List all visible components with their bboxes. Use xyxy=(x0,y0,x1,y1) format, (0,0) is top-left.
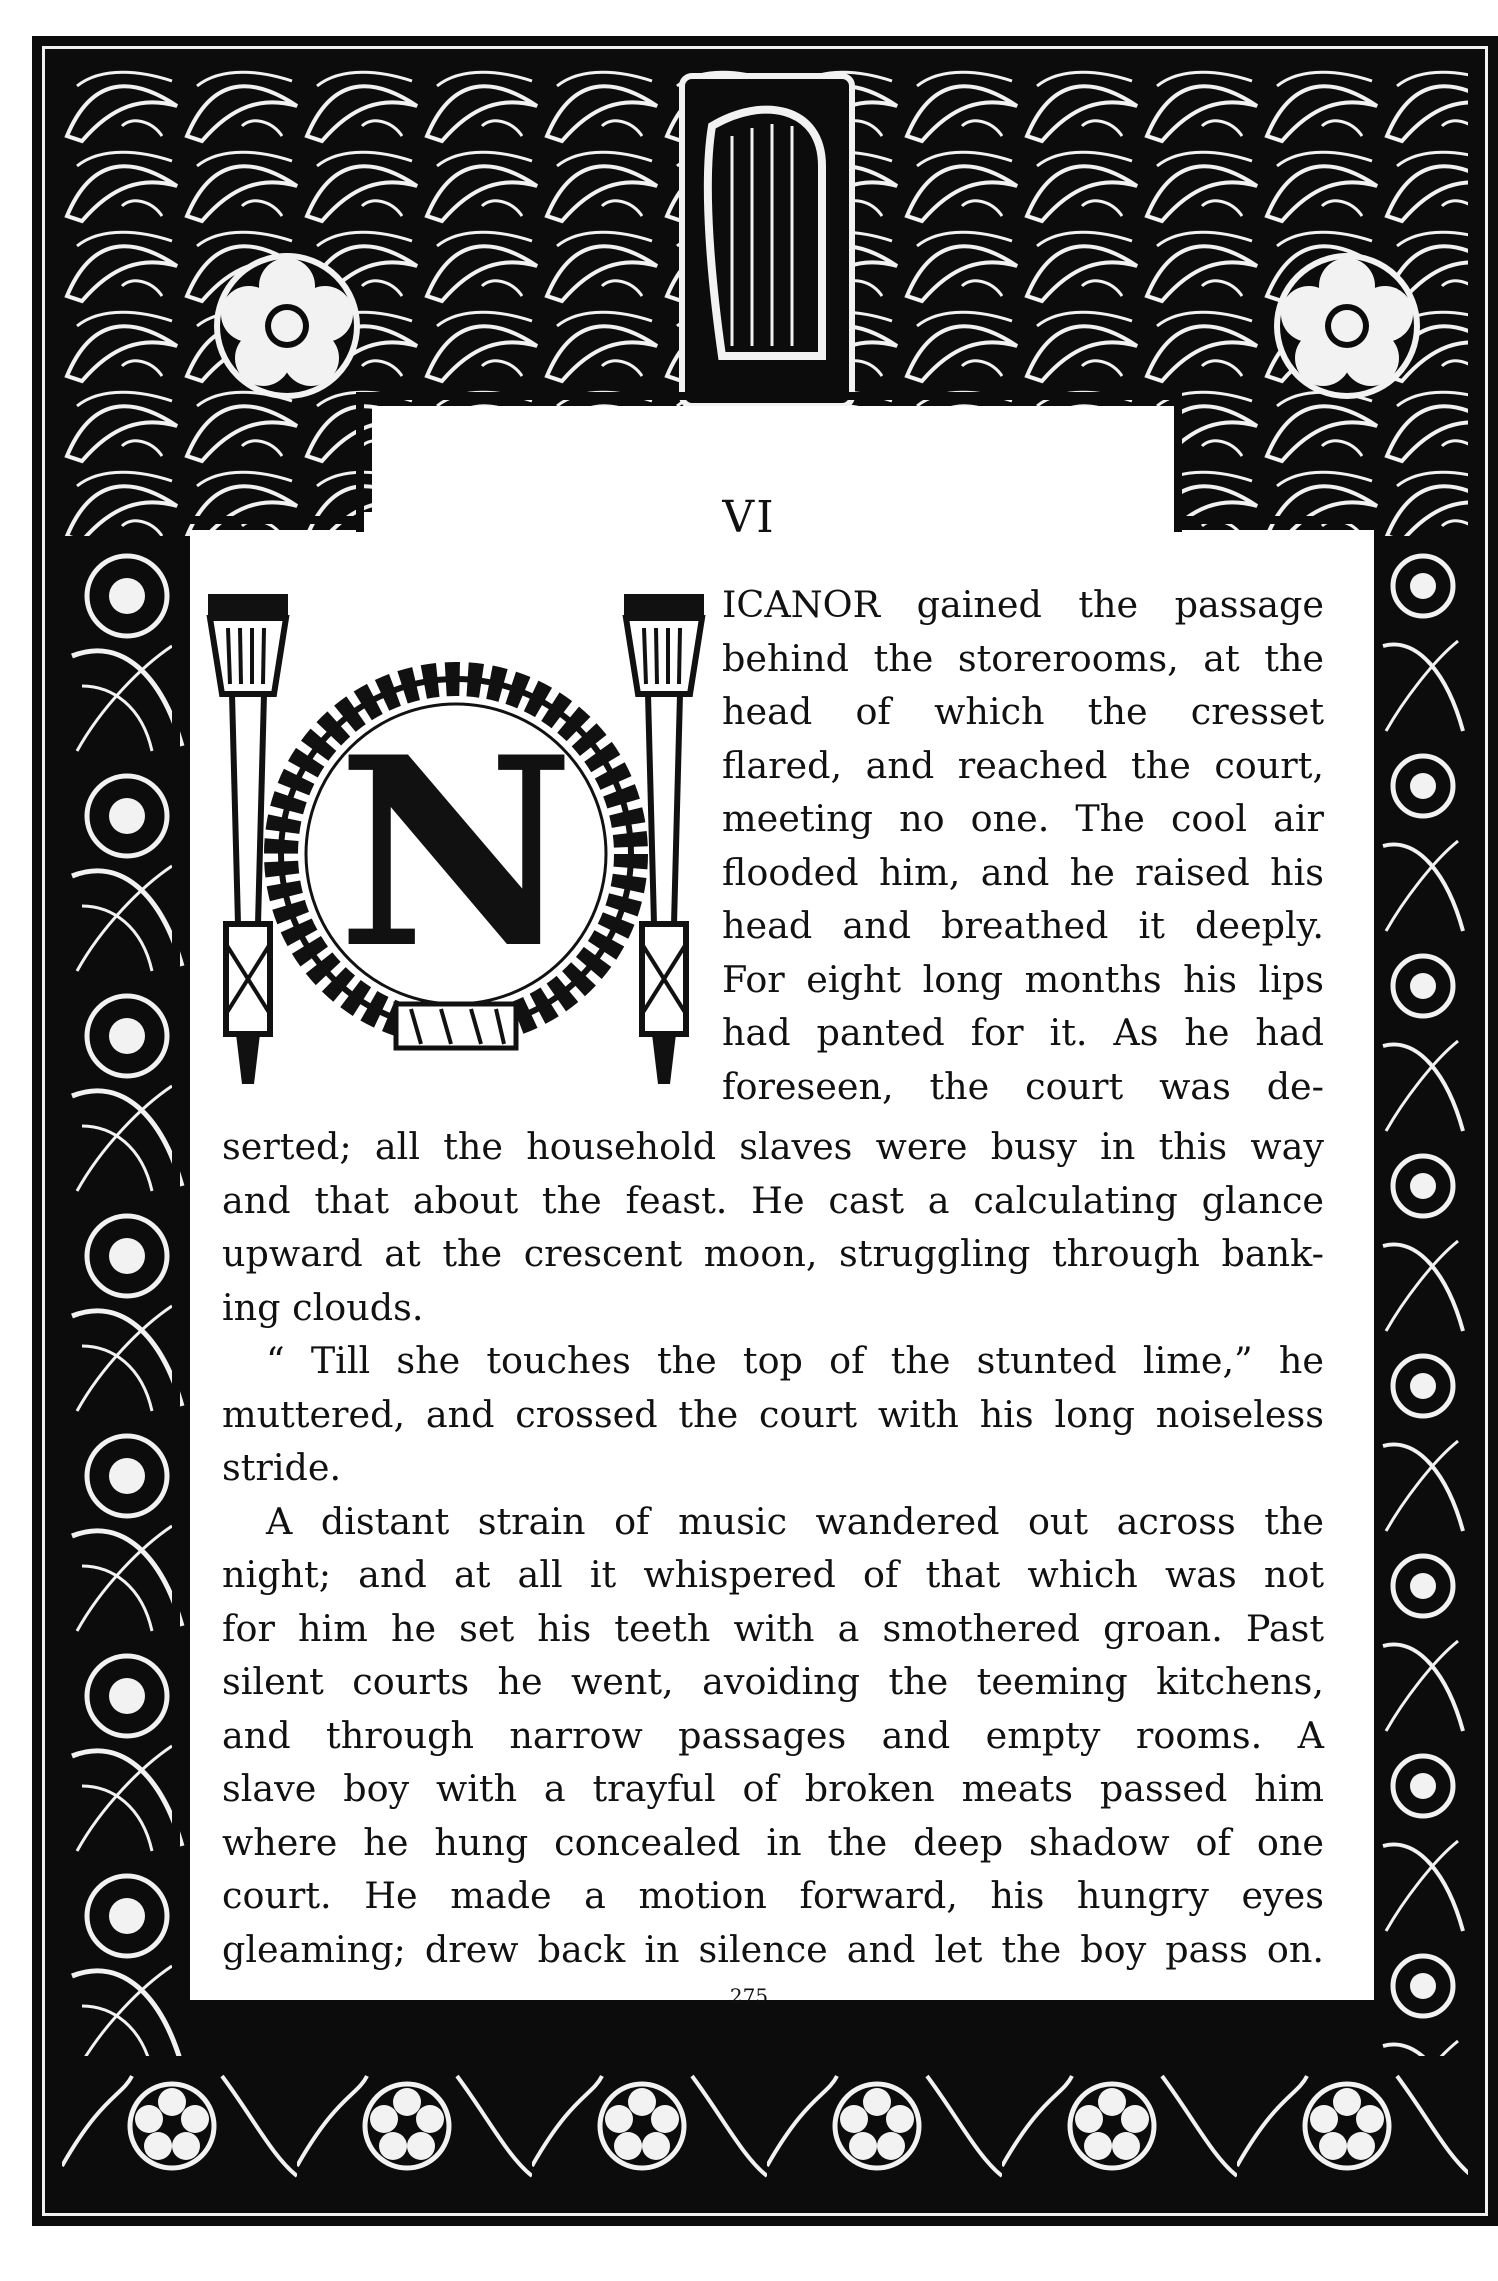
text-line: muttered, and crossed the court with his long noiseless xyxy=(222,1392,1324,1436)
drop-cap-letter: N xyxy=(337,701,575,1006)
foliage-ornament-bottom xyxy=(62,2056,1468,2196)
text-line: flared, and reached the court, xyxy=(722,743,1324,787)
text-line: ing clouds. xyxy=(222,1285,424,1329)
text-line: for him he set his teeth with a smothered groan. Past xyxy=(222,1606,1324,1650)
text-line: serted; all the household slaves were busy in this way xyxy=(222,1125,1324,1168)
page-number: 275 xyxy=(729,1984,769,2008)
text-line: “ Till she touches the top of the stunted lime,” he xyxy=(266,1339,1324,1382)
chapter-number: VI xyxy=(722,492,776,543)
text-line: upward at the crescent moon, struggling through bank- xyxy=(222,1232,1324,1275)
drop-cap xyxy=(196,584,716,1094)
right-ornament-band xyxy=(1378,536,1468,2056)
bottom-ornament-band xyxy=(62,2056,1468,2196)
text-line: had panted for it. As he had xyxy=(722,1011,1324,1054)
text-line: and that about the feast. He cast a calculating glance xyxy=(222,1178,1324,1222)
text-line: head and breathed it deeply. xyxy=(722,904,1324,947)
text-line: For eight long months his lips xyxy=(722,957,1324,1001)
text-line: where he hung concealed in the deep shadow of one xyxy=(222,1820,1324,1864)
text-line: court. He made a motion forward, his hungry eyes xyxy=(222,1874,1324,1917)
text-line: behind the storerooms, at the xyxy=(722,636,1324,680)
text-line: head of which the cresset xyxy=(722,690,1324,733)
text-line: gleaming; drew back in silence and let the boy pass on. xyxy=(222,1927,1324,1971)
text-line: flooded him, and he raised his xyxy=(722,850,1324,894)
text-line: slave boy with a trayful of broken meats passed him xyxy=(222,1767,1324,1810)
text-line: stride. xyxy=(222,1446,342,1489)
text-line: night; and at all it whispered of that which was not xyxy=(222,1553,1324,1596)
foliage-ornament-right xyxy=(1378,536,1468,2056)
text-line: meeting no one. The cool air xyxy=(722,797,1324,840)
text-line: A distant strain of music wandered out across the xyxy=(266,1499,1324,1543)
text-line: foreseen, the court was de- xyxy=(722,1064,1324,1108)
paragraph-body xyxy=(222,1120,1324,1976)
text-line: silent courts he went, avoiding the teeming kitchens, xyxy=(222,1660,1324,1703)
text-line: and through narrow passages and empty rooms. A xyxy=(222,1713,1324,1757)
paragraph-opening xyxy=(722,578,1324,1113)
text-line: ICANOR gained the passage xyxy=(722,583,1324,626)
drop-cap-ornament xyxy=(196,584,716,1094)
